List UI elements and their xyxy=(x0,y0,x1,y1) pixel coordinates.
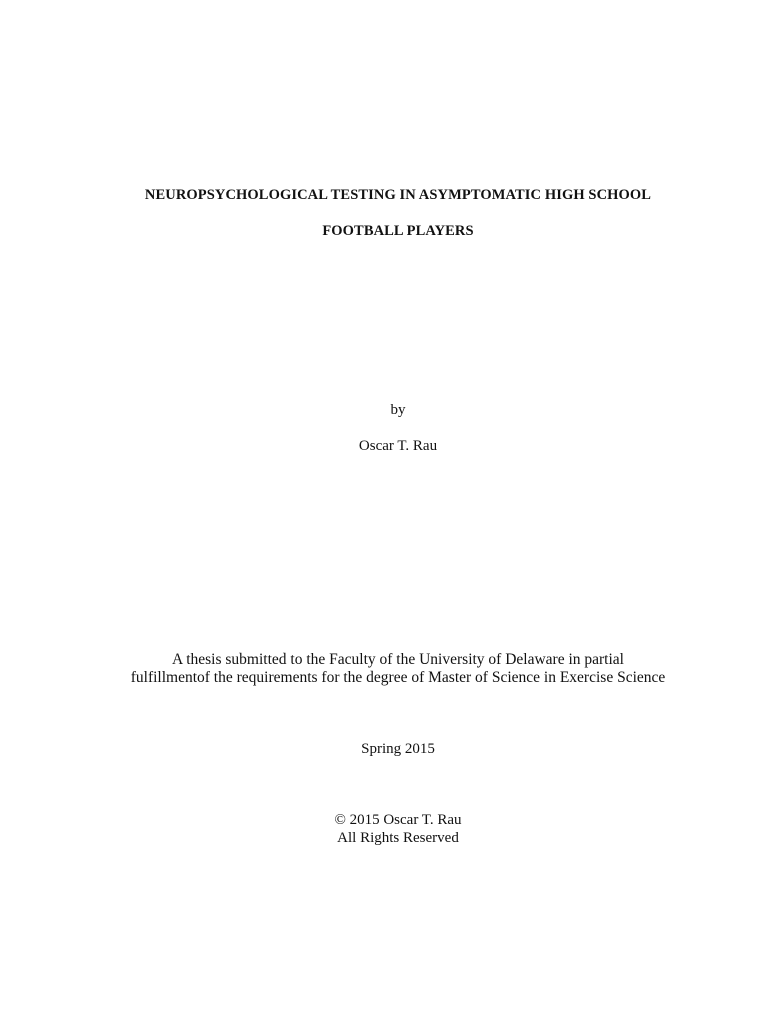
rights-reserved-line: All Rights Reserved xyxy=(337,830,459,846)
thesis-title-line-2: FOOTBALL PLAYERS xyxy=(322,223,474,239)
submission-statement-line-2: fulfillmentof the requirements for the degree of Master of Science in Exercise Science xyxy=(130,669,666,686)
submission-statement-line-1: A thesis submitted to the Faculty of the University of Delaware in partial xyxy=(172,651,624,668)
submission-date: Spring 2015 xyxy=(361,741,435,757)
author-name: Oscar T. Rau xyxy=(358,438,438,454)
thesis-title-line-1: NEUROPSYCHOLOGICAL TESTING IN ASYMPTOMATIC HIGH SCHOOL xyxy=(144,187,652,203)
by-label: by xyxy=(390,402,406,418)
copyright-line: © 2015 Oscar T. Rau xyxy=(334,812,462,828)
